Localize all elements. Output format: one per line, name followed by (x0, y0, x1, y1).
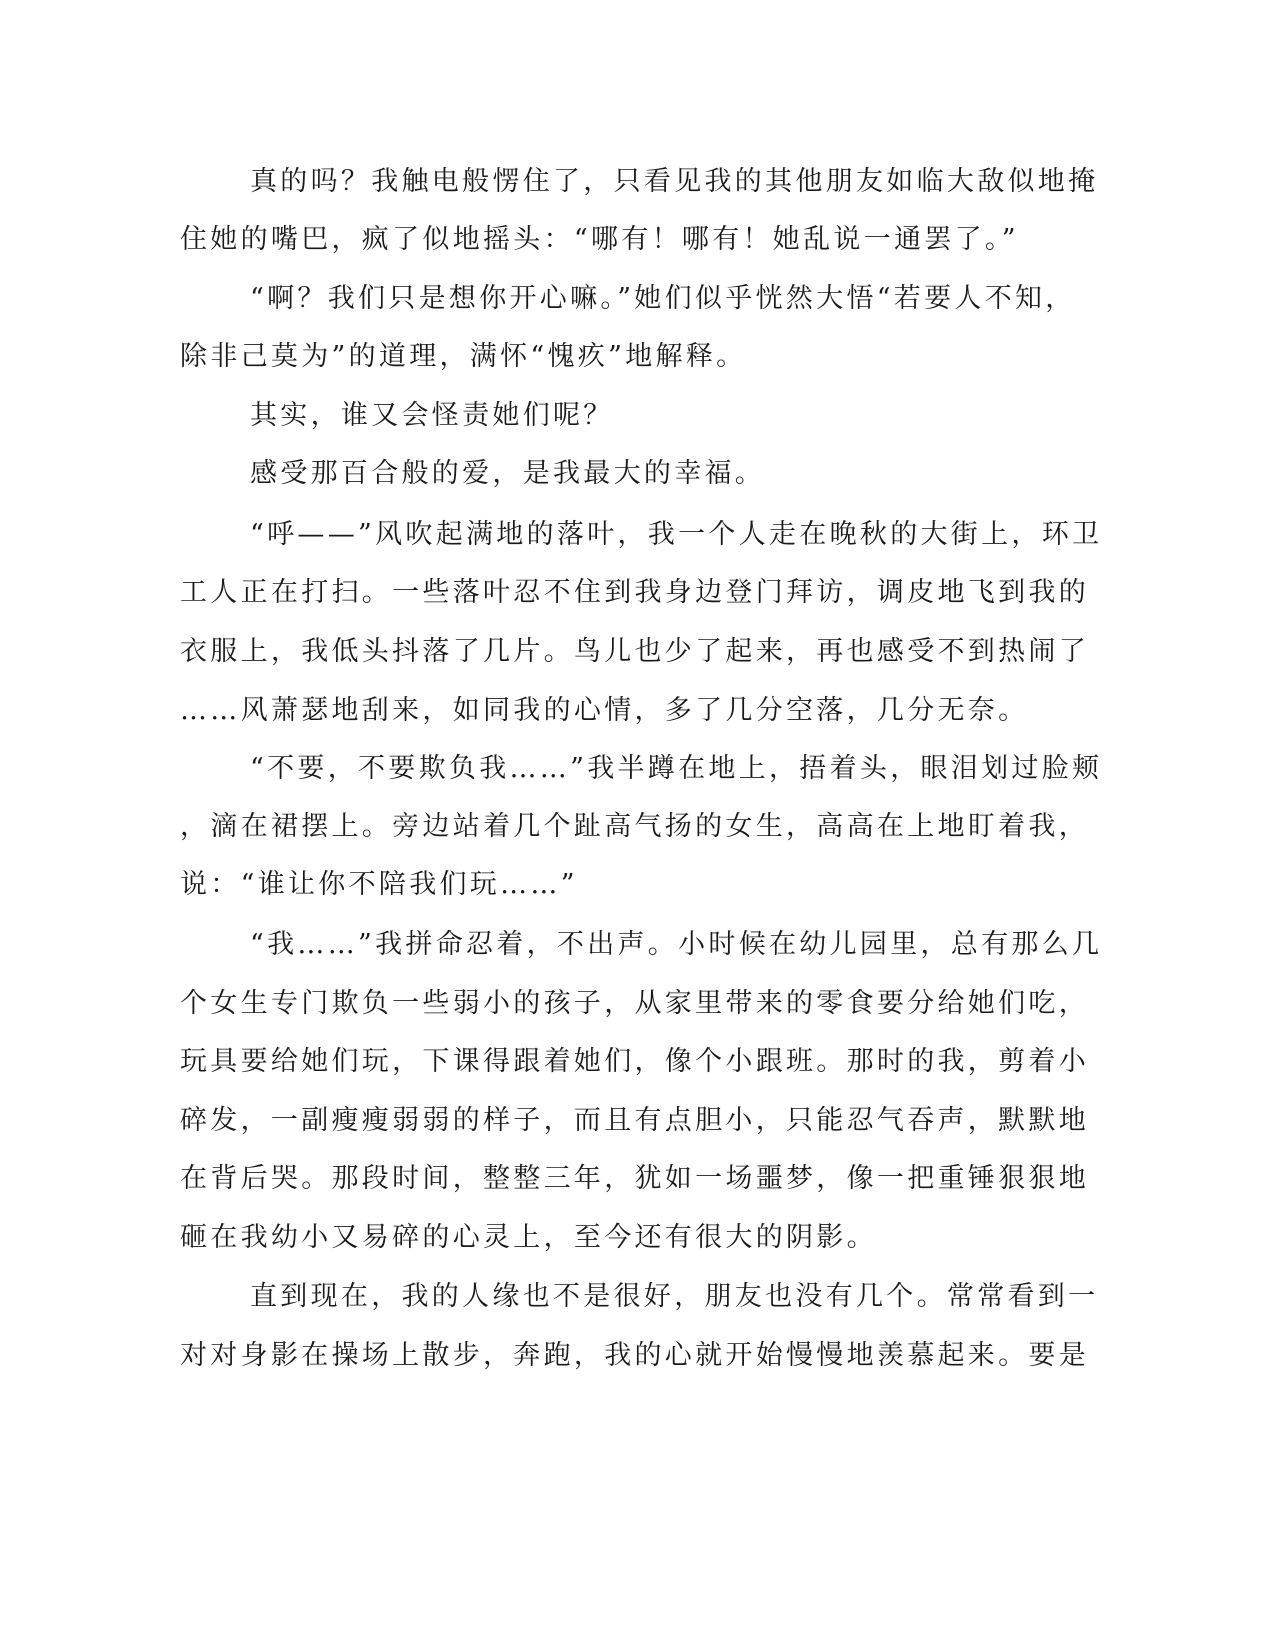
text-line: ……风萧瑟地刮来，如同我的心情，多了几分空落，几分无奈。 (180, 695, 1029, 726)
text-line: 个女生专门欺负一些弱小的孩子，从家里带来的零食要分给她们吃， (180, 988, 1089, 1019)
text-line: 除非己莫为”的道理，满怀“愧疚”地解释。 (180, 341, 747, 372)
text-line: 直到现在，我的人缘也不是很好，朋友也没有几个。常常看到一 (250, 1281, 1099, 1312)
text-line: “啊？我们只是想你开心嘛。”她们似乎恍然大悟“若要人不知， (250, 283, 1076, 314)
text-line: 砸在我幼小又易碎的心灵上，至今还有很大的阴影。 (180, 1222, 877, 1253)
text-line: 感受那百合般的爱，是我最大的幸福。 (250, 458, 766, 489)
text-line: “呼——”风吹起满地的落叶，我一个人走在晚秋的大街上，环卫 (250, 519, 1103, 550)
text-line: 玩具要给她们玩，下课得跟着她们，像个小跟班。那时的我，剪着小 (180, 1046, 1089, 1077)
text-line: 真的吗？我触电般愣住了，只看见我的其他朋友如临大敌似地掩 (250, 166, 1099, 197)
text-line: ，滴在裙摆上。旁边站着几个趾高气扬的女生，高高在上地盯着我， (180, 811, 1089, 842)
text-line: 在背后哭。那段时间，整整三年，犹如一场噩梦，像一把重锤狠狠地 (180, 1163, 1089, 1194)
text-line: 其实，谁又会怪责她们呢？ (250, 400, 614, 431)
text-line: 碎发，一副瘦瘦弱弱的样子，而且有点胆小，只能忍气吞声，默默地 (180, 1105, 1089, 1136)
text-line: 住她的嘴巴，疯了似地摇头：“哪有！哪有！她乱说一通罢了。” (180, 224, 1019, 255)
text-line: 对对身影在操场上散步，奔跑，我的心就开始慢慢地羡慕起来。要是 (180, 1340, 1089, 1371)
text-line: 工人正在打扫。一些落叶忍不住到我身边登门拜访，调皮地飞到我的 (180, 577, 1089, 608)
text-line: “我……”我拼命忍着，不出声。小时候在幼儿园里，总有那么几 (250, 929, 1103, 960)
text-line: 衣服上，我低头抖落了几片。鸟儿也少了起来，再也感受不到热闹了 (180, 636, 1089, 667)
text-line: “不要，不要欺负我……”我半蹲在地上，捂着头，眼泪划过脸颊 (250, 753, 1103, 784)
text-line: 说：“谁让你不陪我们玩……” (180, 869, 578, 900)
